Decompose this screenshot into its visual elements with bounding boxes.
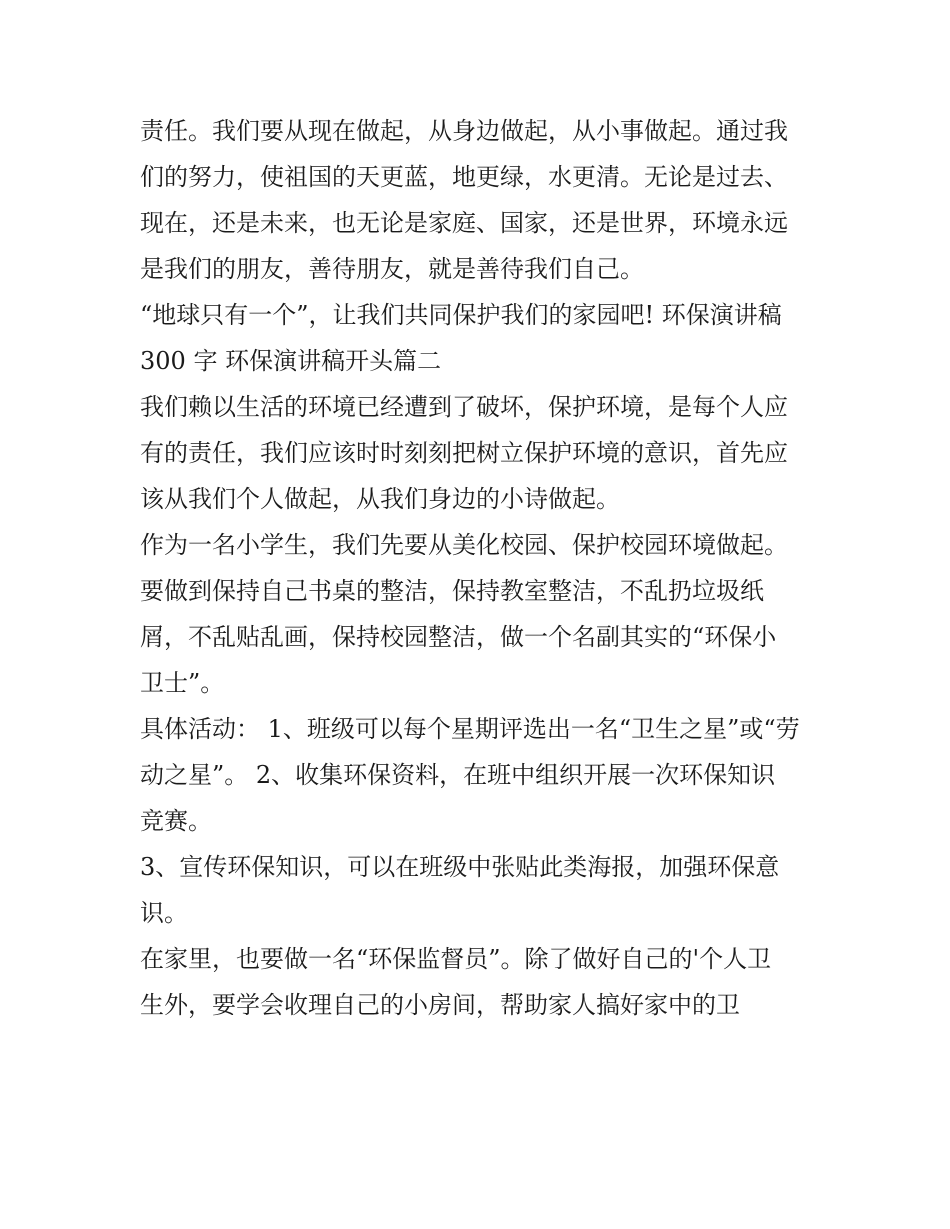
text-line: 卫士”。 bbox=[140, 669, 225, 697]
text-line: 在家里，也要做一名“环保监督员”。除了做好自己的'个人卫 bbox=[140, 945, 772, 973]
text-line: 有的责任，我们应该时时刻刻把树立保护环境的意识，首先应 bbox=[140, 439, 788, 467]
text-line: 责任。我们要从现在做起，从身边做起，从小事做起。通过我 bbox=[140, 117, 788, 145]
text-line: 生外，要学会收理自己的小房间，帮助家人搞好家中的卫 bbox=[140, 991, 740, 1019]
section-heading: 300 字 环保演讲稿开头篇二 bbox=[140, 347, 442, 375]
text-line: 动之星”。 2、收集环保资料，在班中组织开展一次环保知识 bbox=[140, 761, 776, 789]
text-line: 识。 bbox=[140, 899, 188, 927]
text-line: 竞赛。 bbox=[140, 807, 212, 835]
text-line: 们的努力，使祖国的天更蓝，地更绿，水更清。无论是过去、 bbox=[140, 163, 788, 191]
text-line: 该从我们个人做起，从我们身边的小诗做起。 bbox=[140, 485, 620, 513]
text-line: 3、宣传环保知识，可以在班级中张贴此类海报，加强环保意 bbox=[140, 853, 780, 881]
text-line: “地球只有一个”，让我们共同保护我们的家园吧! 环保演讲稿 bbox=[140, 301, 782, 329]
document-body bbox=[140, 108, 820, 1028]
text-line: 现在，还是未来，也无论是家庭、国家，还是世界，环境永远 bbox=[140, 209, 788, 237]
text-line: 要做到保持自己书桌的整洁，保持教室整洁，不乱扔垃圾纸 bbox=[140, 577, 764, 605]
text-line: 是我们的朋友，善待朋友，就是善待我们自己。 bbox=[140, 255, 644, 283]
text-line: 我们赖以生活的环境已经遭到了破坏，保护环境，是每个人应 bbox=[140, 393, 788, 421]
text-line: 屑，不乱贴乱画，保持校园整洁，做一个名副其实的“环保小 bbox=[140, 623, 777, 651]
text-line: 具体活动： 1、班级可以每个星期评选出一名“卫生之星”或“劳 bbox=[140, 715, 800, 743]
text-line: 作为一名小学生，我们先要从美化校园、保护校园环境做起。 bbox=[140, 531, 788, 559]
